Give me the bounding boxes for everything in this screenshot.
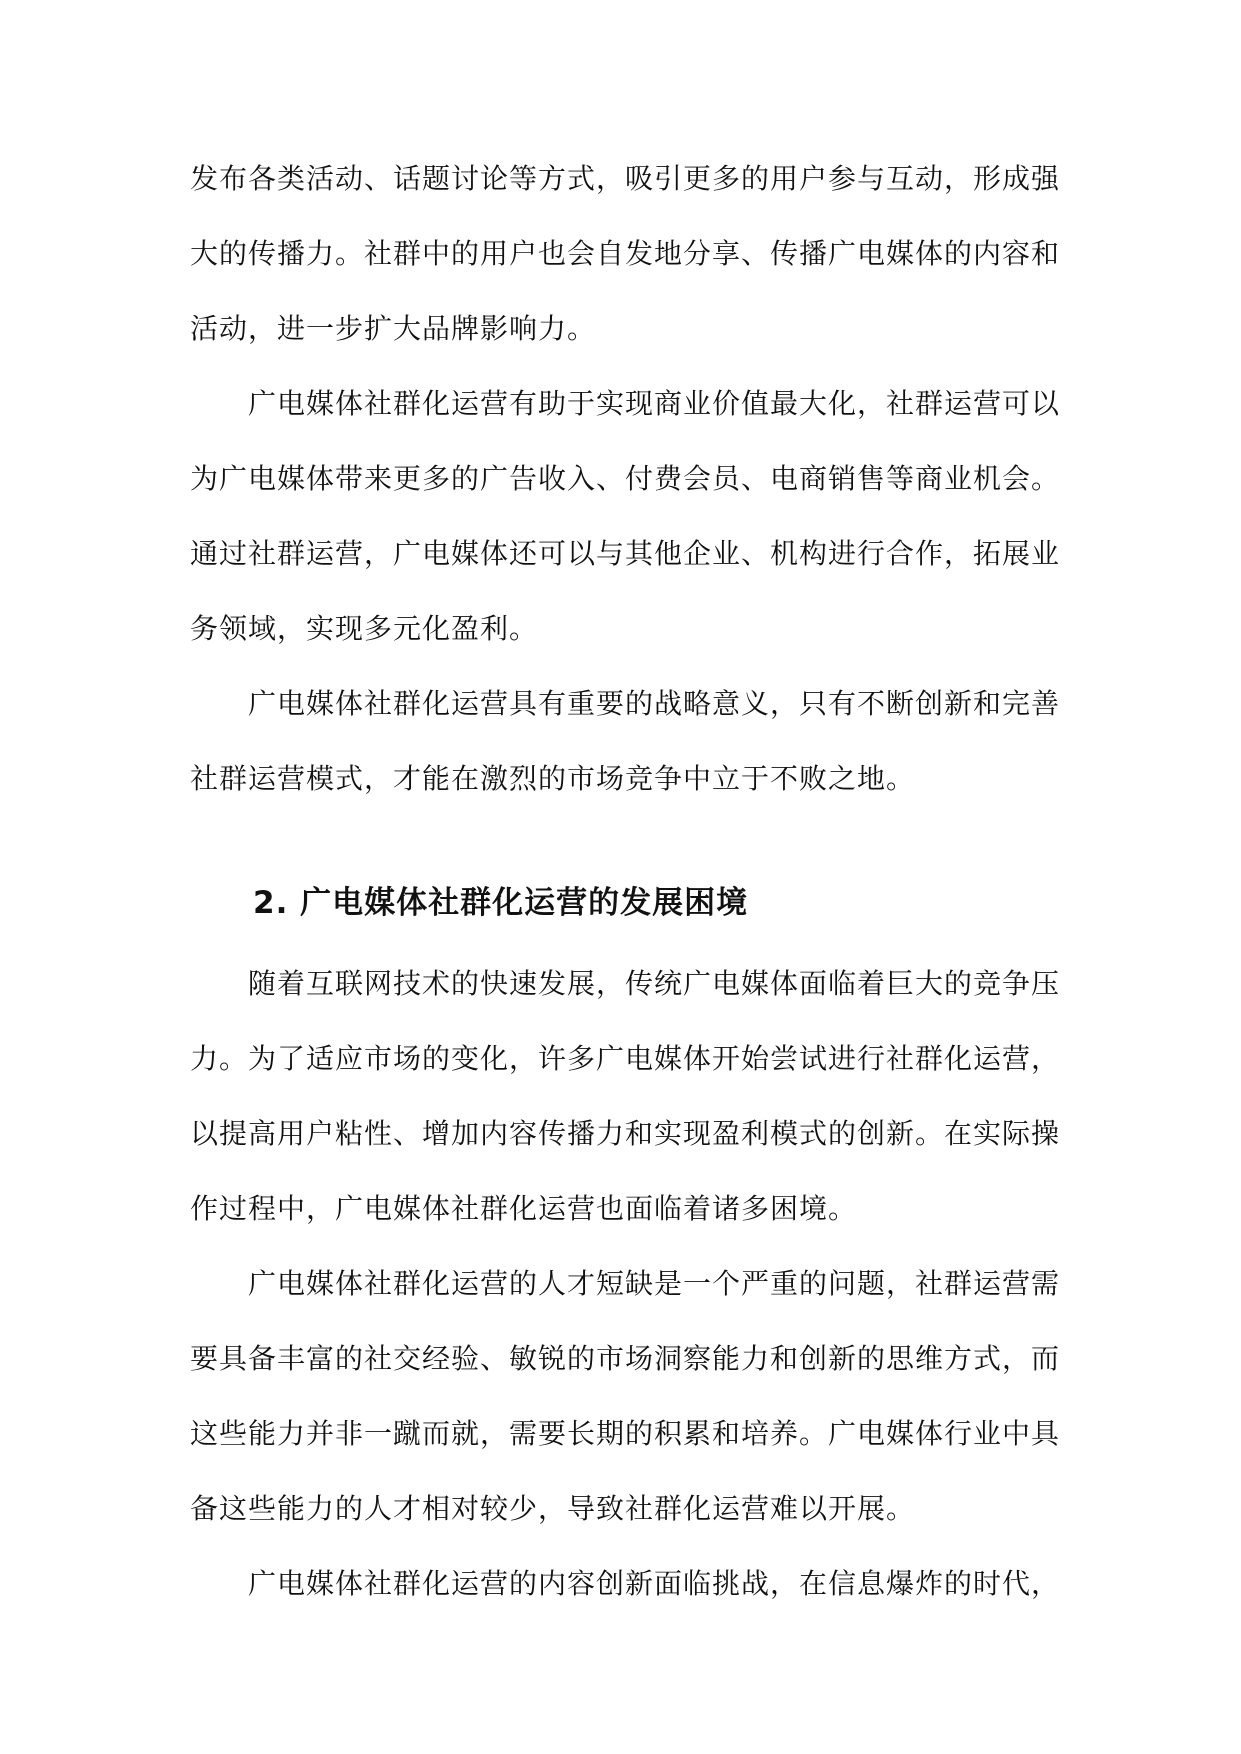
paragraph-strategic-significance: 广电媒体社群化运营具有重要的战略意义，只有不断创新和完善社群运营模式，才能在激烈的市场竞争中立于不败之地。 bbox=[190, 687, 1061, 795]
paragraph-continued: 发布各类活动、话题讨论等方式，吸引更多的用户参与互动，形成强大的传播力。社群中的用户也会自发地分享、传播广电媒体的内容和活动，进一步扩大品牌影响力。 bbox=[190, 162, 1061, 345]
paragraph-talent-shortage: 广电媒体社群化运营的人才短缺是一个严重的问题，社群运营需要具备丰富的社交经验、敏锐的市场洞察能力和创新的思维方式，而这些能力并非一蹴而就，需要长期的积累和培养。广电媒体行业中具备这些能力的人才相对较少，导致社群化运营难以开展。 bbox=[190, 1267, 1061, 1525]
document-body bbox=[190, 141, 1060, 1621]
paragraph-development-background: 随着互联网技术的快速发展，传统广电媒体面临着巨大的竞争压力。为了适应市场的变化，许多广电媒体开始尝试进行社群化运营，以提高用户粘性、增加内容传播力和实现盈利模式的创新。在实际操作过程中，广电媒体社群化运营也面临着诸多困境。 bbox=[190, 967, 1061, 1225]
paragraph-content-innovation: 广电媒体社群化运营的内容创新面临挑战，在信息爆炸的时代， bbox=[248, 1567, 1061, 1600]
section-heading: 2. 广电媒体社群化运营的发展困境 bbox=[253, 885, 749, 921]
paragraph-commercial-value: 广电媒体社群化运营有助于实现商业价值最大化，社群运营可以为广电媒体带来更多的广告收入、付费会员、电商销售等商业机会。通过社群运营，广电媒体还可以与其他企业、机构进行合作，拓展业务领域，实现多元化盈利。 bbox=[190, 387, 1061, 645]
